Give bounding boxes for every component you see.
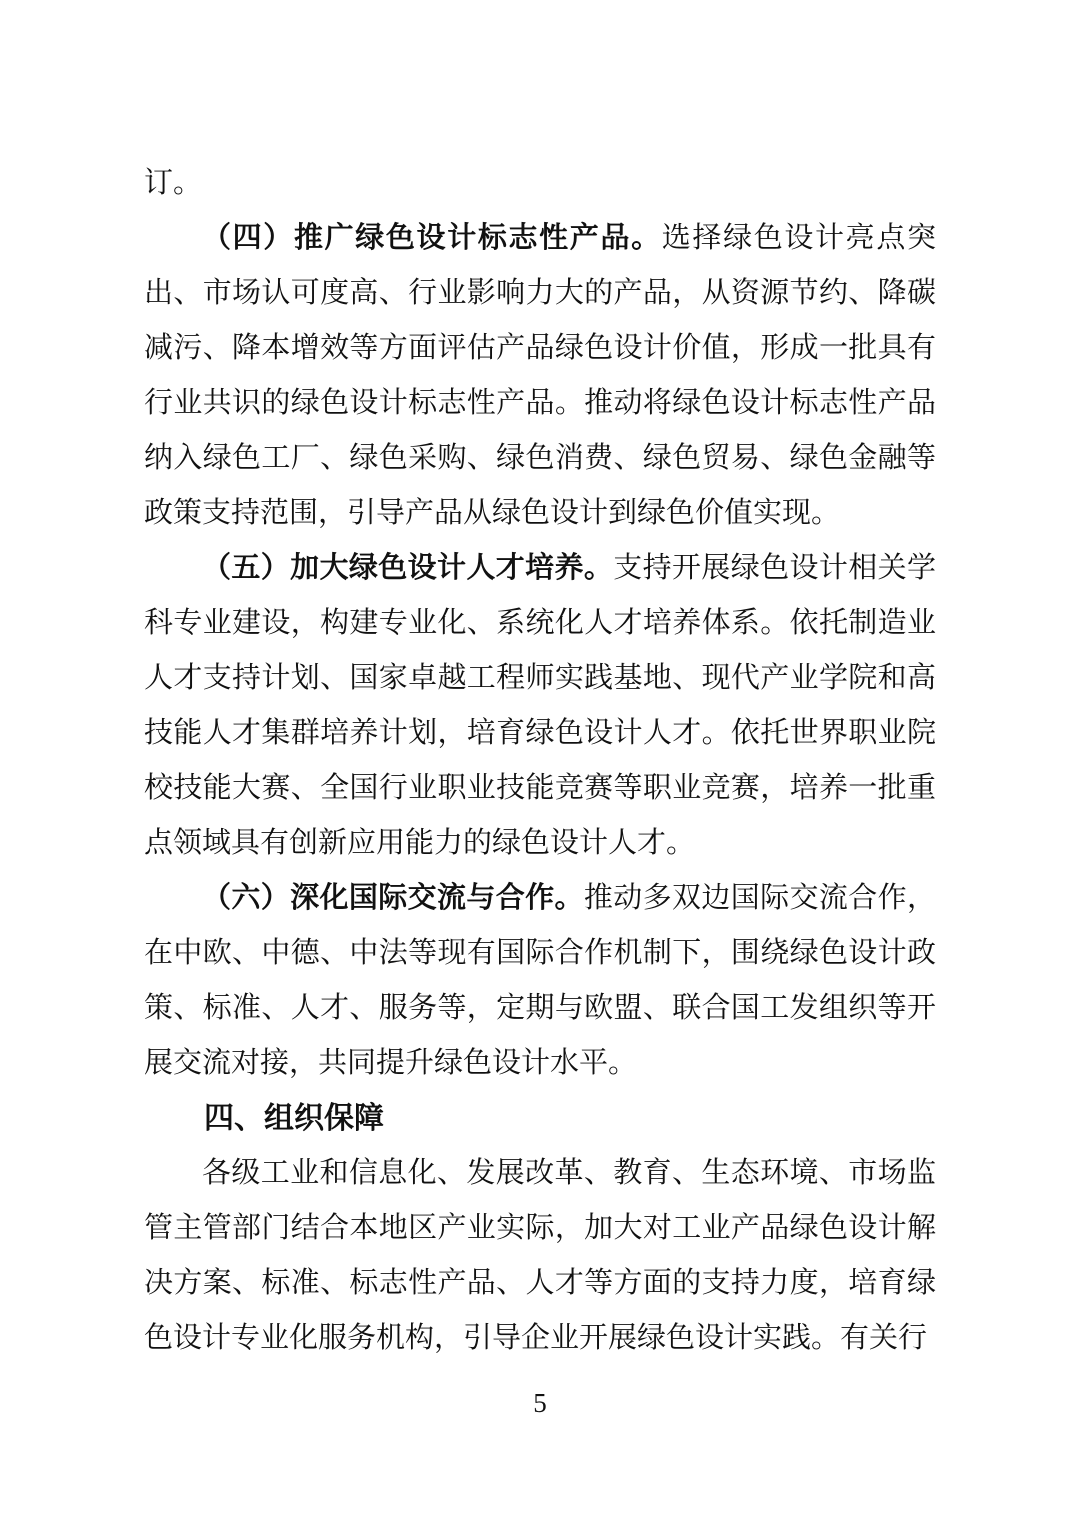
paragraph-closing: 各级工业和信息化、发展改革、教育、生态环境、市场监管主管部门结合本地区产业实际，加大对工业产品绿色设计解决方案、标准、标志性产品、人才等方面的支持力度，培育绿色设计专业化服务机构，引导企业开展绿色设计实践。有关行 [144, 1157, 936, 1354]
paragraph-continuation: 订。 [144, 167, 203, 199]
paragraph-item-4-text: 选择绿色设计亮点突出、市场认可度高、行业影响力大的产品，从资源节约、降碳减污、降本增效等方面评估产品绿色设计价值，形成一批具有行业共识的绿色设计标志性产品。推动将绿色设计标志性产品纳入绿色工厂、绿色采购、绿色消费、绿色贸易、绿色金融等政策支持范围，引导产品从绿色设计到绿色价值实现。 [144, 222, 936, 529]
paragraph-item-5-lead: （五）加大绿色设计人才培养。 [202, 552, 614, 584]
paragraph-item-4 [144, 211, 936, 541]
paragraph-item-6 [144, 871, 936, 1091]
paragraph-item-6-text: 推动多双边国际交流合作，在中欧、中德、中法等现有国际合作机制下，围绕绿色设计政策、标准、人才、服务等，定期与欧盟、联合国工发组织等开展交流对接，共同提升绿色设计水平。 [144, 882, 936, 1079]
paragraph-item-4-lead: （四）推广绿色设计标志性产品。 [202, 222, 662, 254]
paragraph-item-5-text: 支持开展绿色设计相关学科专业建设，构建专业化、系统化人才培养体系。依托制造业人才支持计划、国家卓越工程师实践基地、现代产业学院和高技能人才集群培养计划，培育绿色设计人才。依托世界职业院校技能大赛、全国行业职业技能竞赛等职业竞赛，培养一批重点领域具有创新应用能力的绿色设计人才。 [144, 552, 936, 859]
section-heading-organization: 四、组织保障 [204, 1102, 384, 1135]
paragraph-item-6-lead: （六）深化国际交流与合作。 [202, 882, 584, 914]
paragraph-item-5 [144, 541, 936, 871]
document-body [144, 156, 936, 1366]
page-number: 5 [533, 1388, 547, 1418]
